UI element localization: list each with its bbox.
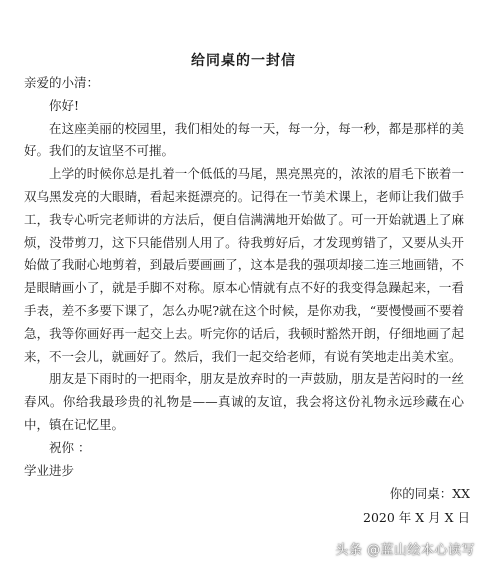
- salutation: 亲爱的小清：: [24, 75, 100, 90]
- closing-blessing: 学业进步: [24, 462, 75, 478]
- paragraph-1: 在这座美丽的校园里，我们相处的每一天，每一分，每一秒，都是那样的美好。我们的友谊坚不可摧。: [24, 120, 464, 159]
- greeting: 你好!: [49, 97, 80, 113]
- paragraph-2: 上学的时候你总是扎着一个低低的马尾，黑亮黑亮的，浓浓的眉毛下嵌着一双乌黑发亮的大眼睛，看起来挺漂亮的。记得在一节美术课上，老师让我们做手工，我专心听完老师讲的方法后，便自信满满地开始做了。可一开始就遇上了麻烦，没带剪刀，这下只能借别人用了。待我剪好后，才发现剪错了，又要从头开始做了我耐心地剪着，到最后要画画了，这本是我的强项却接二连三地画错，不是眼睛画小了，就是手脚不对称。原本心情就有点不好的我变得急躁起来，一看手表，差不多要下课了，怎么办呢?就在这个时候，是你劝我，“要慢慢画不要着急，我等你画好再一起交上去。听完你的话后，我顿时豁然开朗，仔细地画了起来，不一会儿，就画好了。然后，我们一起交给老师，有说有笑地走出美术室。: [24, 166, 464, 364]
- letter-date: 2020 年 X 月 X 日: [363, 510, 470, 525]
- signature: 你的同桌：XX: [389, 486, 470, 501]
- paragraph-3: 朋友是下雨时的一把雨伞，朋友是放弃时的一声鼓励，朋友是苦闷时的一丝春风。你给我最珍贵的礼物是——真诚的友谊，我会将这份礼物永远珍藏在心中，镇在记忆里。: [24, 371, 464, 432]
- watermark: 头条 @蓝山绘本心读写: [335, 543, 475, 558]
- closing-wish: 祝你 ：: [49, 439, 91, 455]
- letter-title: 给同桌的一封信: [191, 53, 296, 69]
- letter-body: [24, 72, 464, 482]
